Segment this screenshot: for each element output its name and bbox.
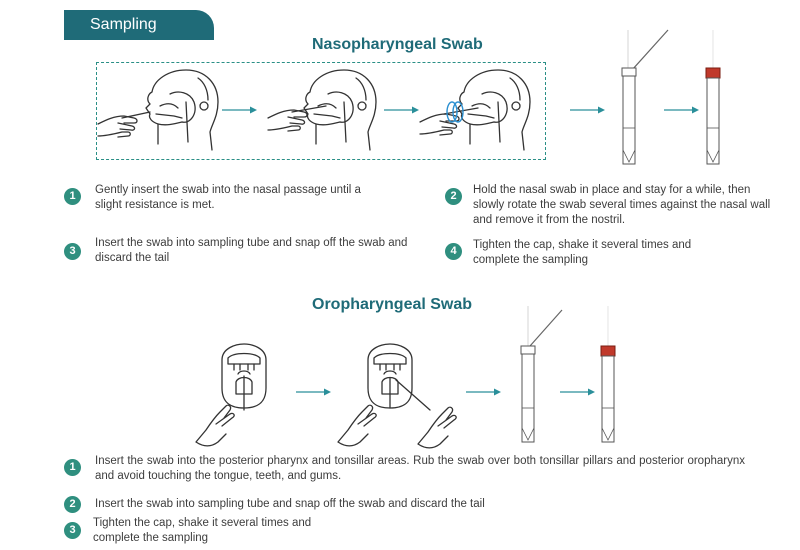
oral-step-3-text: Tighten the cap, shake it several times and complete the sampling bbox=[93, 517, 312, 544]
oropharyngeal-title: Oropharyngeal Swab bbox=[312, 296, 473, 313]
oral-step-2-text: Insert the swab into sampling tube and snap off the swab and discard the tail bbox=[95, 498, 485, 510]
oral-hand-1 bbox=[196, 405, 234, 446]
nasopharyngeal-title: Nasopharyngeal Swab bbox=[312, 36, 483, 53]
nasal-step-1-text: Gently insert the swab into the nasal passage until a slight resistance is met. bbox=[95, 184, 361, 211]
nasal-step-4-text: Tighten the cap, shake it several times and complete the sampling bbox=[473, 239, 692, 266]
sampling-tab-label: Sampling bbox=[90, 16, 157, 33]
oral-arrow-2 bbox=[466, 389, 501, 396]
nasal-step-3-badge: 3 bbox=[64, 243, 81, 260]
nasal-step-2-badge: 2 bbox=[445, 188, 462, 205]
oral-sampling-tube-open bbox=[521, 306, 562, 442]
oral-hand-2 bbox=[338, 405, 376, 446]
nasal-step-4-badge: 4 bbox=[445, 243, 462, 260]
oral-hand-3 bbox=[418, 407, 456, 448]
nasal-step-3-text: Insert the swab into sampling tube and snap off the swab and discard the tail bbox=[95, 237, 408, 264]
oral-step-2-badge: 2 bbox=[64, 496, 81, 513]
oral-arrow-3 bbox=[560, 389, 595, 396]
oral-sampling-tube-capped bbox=[601, 306, 615, 442]
oral-step-1-badge: 1 bbox=[64, 459, 81, 476]
oral-step-1-text: Insert the swab into the posterior pharynx and tonsillar areas. Rub the swab over both tonsillar pillars and posterior oropharynx and avoid touching the tongue, teeth, and gums. bbox=[95, 455, 745, 482]
nasal-step-1-badge: 1 bbox=[64, 188, 81, 205]
oral-arrow-1 bbox=[296, 389, 331, 396]
oral-step-3-badge: 3 bbox=[64, 522, 81, 539]
nasal-step-2-text: Hold the nasal swab in place and stay for a while, then slowly rotate the swab several times against the nasal wall and remove it from the nostril. bbox=[473, 184, 771, 226]
